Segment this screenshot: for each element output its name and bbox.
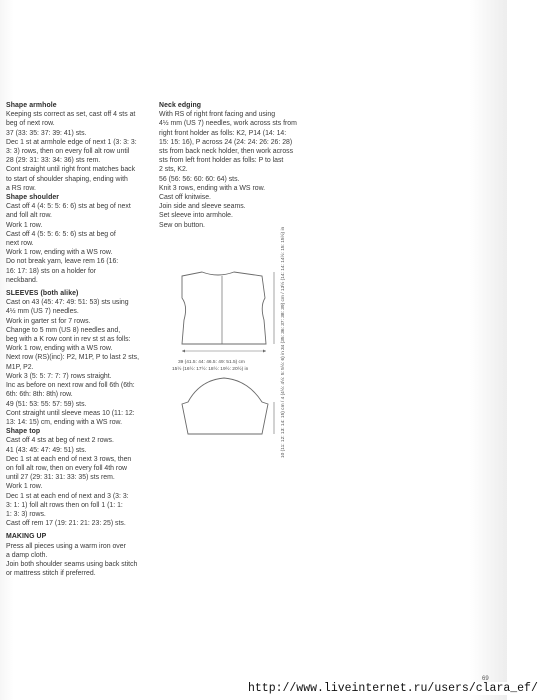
text-line: 15: 15: 16), P across 24 (24: 24: 26: 26: 28) xyxy=(159,138,293,146)
text-line: Cont straight until right front matches back xyxy=(6,166,136,174)
text-line: Keeping sts correct as set, cast off 4 sts at xyxy=(6,111,136,119)
section-heading: Shape top xyxy=(6,428,41,436)
text-line: 49 (51: 53: 55: 57: 59) sts. xyxy=(6,400,87,408)
text-line: 37 (33: 35: 37: 39: 41) sts. xyxy=(6,129,87,137)
section-heading: Neck edging xyxy=(159,102,202,109)
text-line: Work 3 (5: 5: 7: 7: 7) rows straight. xyxy=(6,372,112,380)
text-line: Cast on 43 (45: 47: 49: 51: 53) sts using xyxy=(6,299,129,307)
page-number: 69 xyxy=(482,676,489,682)
text-line: Cast off knitwise. xyxy=(159,194,211,202)
text-line: Dec 1 st at each end of next 3 rows, then xyxy=(6,455,132,463)
text-line: Work in garter st for 7 rows. xyxy=(6,317,91,325)
text-line: 6th: 6th: 8th: 8th) row. xyxy=(6,391,73,399)
text-line: 13: 14: 15) cm, ending with a WS row. xyxy=(6,418,123,426)
schematic-diagrams xyxy=(160,226,310,462)
text-line: 1: 3: 3) rows. xyxy=(6,510,46,518)
text-line: Join side and sleeve seams. xyxy=(159,203,246,211)
text-line: 41 (43: 45: 47: 49: 51) sts. xyxy=(6,446,87,454)
text-line: Cast off 4 sts at beg of next 2 rows. xyxy=(6,437,114,445)
text-line: right front holder as folls: K2, P14 (14: 14: xyxy=(159,129,287,137)
text-line: a RS row. xyxy=(6,184,36,192)
text-line: Work 1 row. xyxy=(6,483,43,491)
text-line: Dec 1 st at armhole edge of next 1 (3: 3: 3: xyxy=(6,138,137,146)
text-line: until 27 (29: 31: 31: 33: 35) sts rem. xyxy=(6,474,115,482)
text-line: Change to 5 mm (US 8) needles and, xyxy=(6,326,121,334)
text-line: 2 sts, K2. xyxy=(159,166,188,174)
text-line: Join both shoulder seams using back stitch xyxy=(6,560,138,568)
text-line: Next row (RS)(inc): P2, M1P, P to last 2 sts, xyxy=(6,354,140,362)
text-line: 56 (56: 56: 60: 60: 64) sts. xyxy=(159,175,240,183)
left-column xyxy=(6,101,154,578)
text-line: sts from back neck holder, then work across xyxy=(159,148,294,156)
body-width-in: 15½ (16½: 17½: 18½: 19½: 20½) in xyxy=(172,367,249,372)
text-line: 16: 17: 18) sts on a holder for xyxy=(6,267,97,275)
text-line: Work 1 row, ending with a WS row. xyxy=(6,249,113,257)
text-line: 3: 3) rows, then on every foll alt row until xyxy=(6,148,130,156)
section-heading: Shape shoulder xyxy=(6,194,60,202)
text-line: Cast off 4 (5: 5: 6: 5: 6) sts at beg of xyxy=(6,230,116,238)
text-line: Sew on button. xyxy=(159,221,205,229)
text-line: Knit 3 rows, ending with a WS row. xyxy=(159,184,266,192)
source-watermark-link[interactable]: http://www.liveinternet.ru/users/clara_ef/ xyxy=(248,682,538,695)
body-outline xyxy=(182,272,266,344)
text-line: to start of shoulder shaping, ending with xyxy=(6,175,128,183)
text-line: 3: 1: 1) foll alt rows then on foll 1 (1: 1: xyxy=(6,501,123,509)
section-heading: SLEEVES (both alike) xyxy=(6,290,79,298)
text-line: Press all pieces using a warm iron over xyxy=(6,542,126,550)
text-line: 28 (29: 31: 33: 34: 36) sts rem. xyxy=(6,157,101,165)
text-line: Work 1 row, ending with a WS row. xyxy=(6,345,113,353)
text-line: Do not break yarn, leave rem 16 (16: xyxy=(6,258,119,266)
text-line: and foll alt row. xyxy=(6,212,52,220)
text-line: M1P, P2. xyxy=(6,363,34,371)
sleeve-length-label: 10 (11: 12: 13: 14: 15) cm / 4 (4½: 4½: 5: 5½: 6) in xyxy=(281,351,286,458)
section-heading: Shape armhole xyxy=(6,102,57,109)
body-length-label: 34 (35: 36: 37: 38: 39) cm / 13½ (14: 14: 14½: 15: 15½) in xyxy=(281,226,286,350)
right-column xyxy=(159,101,319,230)
text-line: beg of next row. xyxy=(6,120,55,128)
text-line: next row. xyxy=(6,240,34,248)
section-heading: MAKING UP xyxy=(6,533,47,541)
text-line: 4½ mm (US 7) needles, work across sts from xyxy=(159,120,297,128)
body-schematic xyxy=(172,226,286,372)
text-line: Cast off 4 (4: 5: 5: 6: 6) sts at beg of next xyxy=(6,203,131,211)
text-line: Inc as before on next row and foll 6th (6th: xyxy=(6,382,135,390)
sleeve-outline xyxy=(182,378,268,434)
text-line: sts from left front holder as folls: P to last xyxy=(159,157,284,165)
text-line: Work 1 row. xyxy=(6,221,43,229)
body-width-cm: 39 (41.5: 44: 46.5: 49: 51.5) cm xyxy=(178,360,245,365)
text-line: a damp cloth. xyxy=(6,551,48,559)
text-line: neckband. xyxy=(6,276,38,284)
text-line: beg with a K row cont in rev st st as folls: xyxy=(6,336,131,344)
text-line: or mattress stitch if preferred. xyxy=(6,570,96,578)
text-line: Cont straight until sleeve meas 10 (11: 12: xyxy=(6,409,135,417)
text-line: Cast off rem 17 (19: 21: 21: 23: 25) sts. xyxy=(6,520,126,528)
text-line: With RS of right front facing and using xyxy=(159,111,276,119)
text-line: Dec 1 st at each end of next and 3 (3: 3: xyxy=(6,492,129,500)
text-line: Set sleeve into armhole. xyxy=(159,212,233,220)
text-line: 4½ mm (US 7) needles. xyxy=(6,308,79,316)
text-line: on foll alt row, then on every foll 4th row xyxy=(6,464,128,472)
